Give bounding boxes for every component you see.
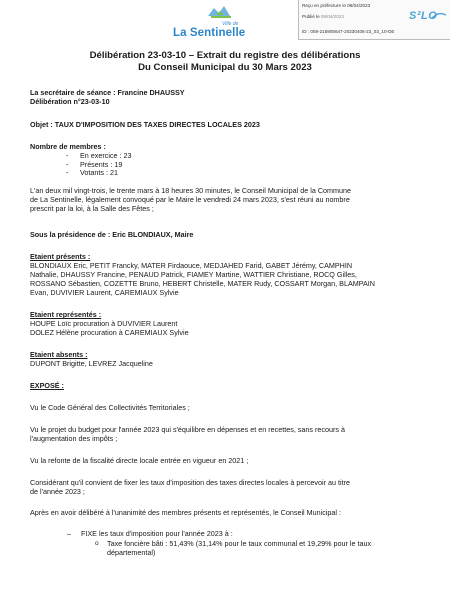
presents-line-1: BLONDIAUX Eric, PETIT Francky, MATER Firdaouce, MEDJAHED Farid, GABET Jérémy, CAMPHIN [30,261,353,270]
expose-refonte: Vu la refonte de la fiscalité directe locale entrée en vigueur en 2021 ; [30,456,249,465]
objet-line: Objet : TAUX D'IMPOSITION DES TAXES DIRECTES LOCALES 2023 [30,120,260,129]
expose-considerant-line-2: de l'année 2023 ; [30,487,85,496]
stamp-published [302,14,344,19]
stamp-received: Reçu en préfecture le 06/04/2023 [302,3,371,8]
expose-cgct: Vu le Code Général des Collectivités Territoriales ; [30,403,190,412]
members-list [66,152,132,178]
title-line-1: Délibération 23-03-10 – Extrait du registre des délibérations [89,50,361,61]
intro-line-1: L'an deux mil vingt-trois, le trente mars à 18 heures 30 minutes, le Conseil Municipal de la Commune [30,186,351,195]
dash-bullet: – [67,529,81,538]
title-line-2: Du Conseil Municipal du 30 Mars 2023 [138,62,312,73]
presents-line-2: Nathalie, DHAUSSY Francine, PENAUD Patrick, FIAMEY Martine, WATTIER Christiane, ROCQ Gilles, [30,270,357,279]
members-en-exercice: - En exercice : 23 [66,152,132,161]
prefecture-stamp [298,0,450,40]
presents-line-4: Evan, DUVIVIER Laurent, CAREMIAUX Sylvie [30,288,179,297]
expose-deliberation: Après en avoir délibéré à l'unanimité des membres présents et représentés, le Conseil Municipal : [30,508,341,517]
intro-line-2: de La Sentinelle, légalement convoqué par le Maire le vendredi 24 mars 2023, s'est réuni au nombre [30,195,350,204]
deliberation-number: Délibération n°23-03-10 [30,97,110,106]
presents-heading: Etaient présents : [30,252,91,261]
members-heading: Nombre de membres : [30,142,106,151]
represented-line-2: DOLEZ Hélène procuration à CAREMIAUX Sylvie [30,328,189,337]
document-title [30,50,420,74]
represented-line-1: HOUPE Loïc procuration à DUVIVIER Laurent [30,319,178,328]
intro-line-3: prescrit par la loi, à la Salle des Fêtes ; [30,204,154,213]
presidence-line: Sous la présidence de : Eric BLONDIAUX, Maire [30,230,194,239]
stamp-published-label: Publié le [302,14,320,19]
taxe-fonciere-bati [95,540,420,557]
secretaire-line: La secrétaire de séance : Francine DHAUSSY [30,88,185,97]
represented-heading: Etaient représentés : [30,310,102,319]
expose-budget-line-1: Vu le projet du budget pour l'année 2023 qui s'équilibre en dépenses et en recettes, sans recours à [30,425,345,434]
stamp-id: ID : 059-215905647-20230406-23_03_10-DE [302,29,395,34]
logo-name: La Sentinelle [173,27,246,39]
fixe-taux-item [67,530,233,539]
expose-budget-line-2: l'augmentation des impôts ; [30,434,118,443]
absent-line-1: DUPONT Brigitte, LEVREZ Jacqueline [30,359,153,368]
stamp-published-date: 06/04/2023 [320,14,344,19]
absent-heading: Etaient absents : [30,350,88,359]
expose-considerant-line-1: Considérant qu'il convient de fixer les taux d'imposition des taxes directes locales à percevoir au titre [30,478,350,487]
slo-swoosh-icon [431,12,447,20]
members-votants: - Votants : 21 [66,169,132,178]
municipality-logo [164,2,268,42]
slo-logo: S²LO [409,10,438,22]
logo-small-text: Ville de [222,21,239,27]
tfb-line-2: départemental) [107,547,156,557]
tfb-line-1: o Taxe foncière bâti : 51,43% (31,14% pour le taux communal et 19,29% pour le taux [107,539,372,548]
members-presents: - Présents : 19 [66,161,132,170]
presents-line-3: ROSSANO Sébastien, COZETTE Bruno, HEBERT Christelle, MATER Rudy, COSSART Morgan, BLAMPAIN [30,279,375,288]
expose-heading: EXPOSÉ : [30,381,64,390]
fixe-taux-text: FIXE les taux d'imposition pour l'année 2023 à : [80,529,233,538]
